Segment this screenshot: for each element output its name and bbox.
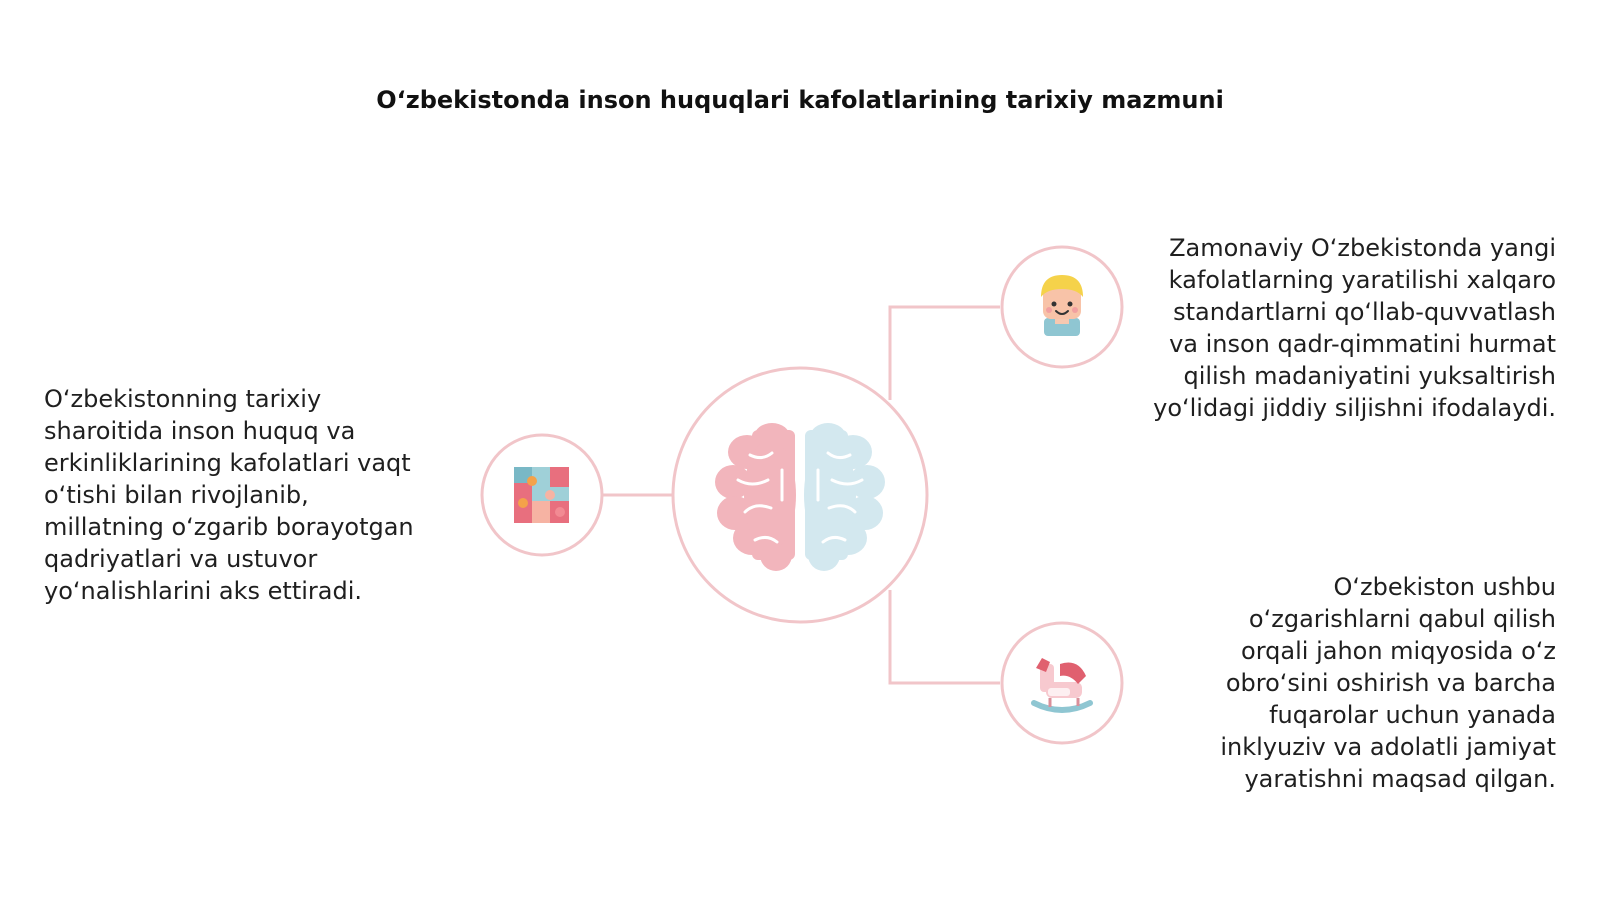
bottom-right-node-text: O‘zbekiston ushbu o‘zgarishlarni qabul qilish orqali jahon miqyosida o‘z obro‘sini oshirish va barcha fuqarolar uchun yanada inklyuziv va adolatli jamiyat yaratishni maqsad qilgan. <box>1220 573 1556 793</box>
slide-title: O‘zbekistonda inson huquqlari kafolatlarining tarixiy mazmuni <box>376 86 1224 114</box>
top-right-node-text: Zamonaviy O‘zbekistonda yangi kafolatlarning yaratilishi xalqaro standartlarni qo‘llab-quvvatlash va inson qadr-qimmatini hurmat qilish madaniyatini yuksaltirish yo‘lidagi jiddiy siljishni ifodalaydi. <box>1153 234 1556 422</box>
center-node <box>673 368 927 622</box>
child-icon <box>1041 275 1083 336</box>
brain-icon <box>715 423 885 571</box>
puzzle-icon <box>514 467 569 523</box>
top-right-node <box>1002 247 1122 367</box>
connector-bottom-right <box>890 590 1000 683</box>
left-node <box>482 435 602 555</box>
connector-top-right <box>890 307 1000 400</box>
left-node-text: O‘zbekistonning tarixiy sharoitida inson huquq va erkinliklarining kafolatlari vaqt o‘tishi bilan rivojlanib, millatning o‘zgarib borayotgan qadriyatlari va ustuvor yo‘nalishlarini aks ettiradi. <box>44 385 414 605</box>
bottom-right-node <box>1002 623 1122 743</box>
